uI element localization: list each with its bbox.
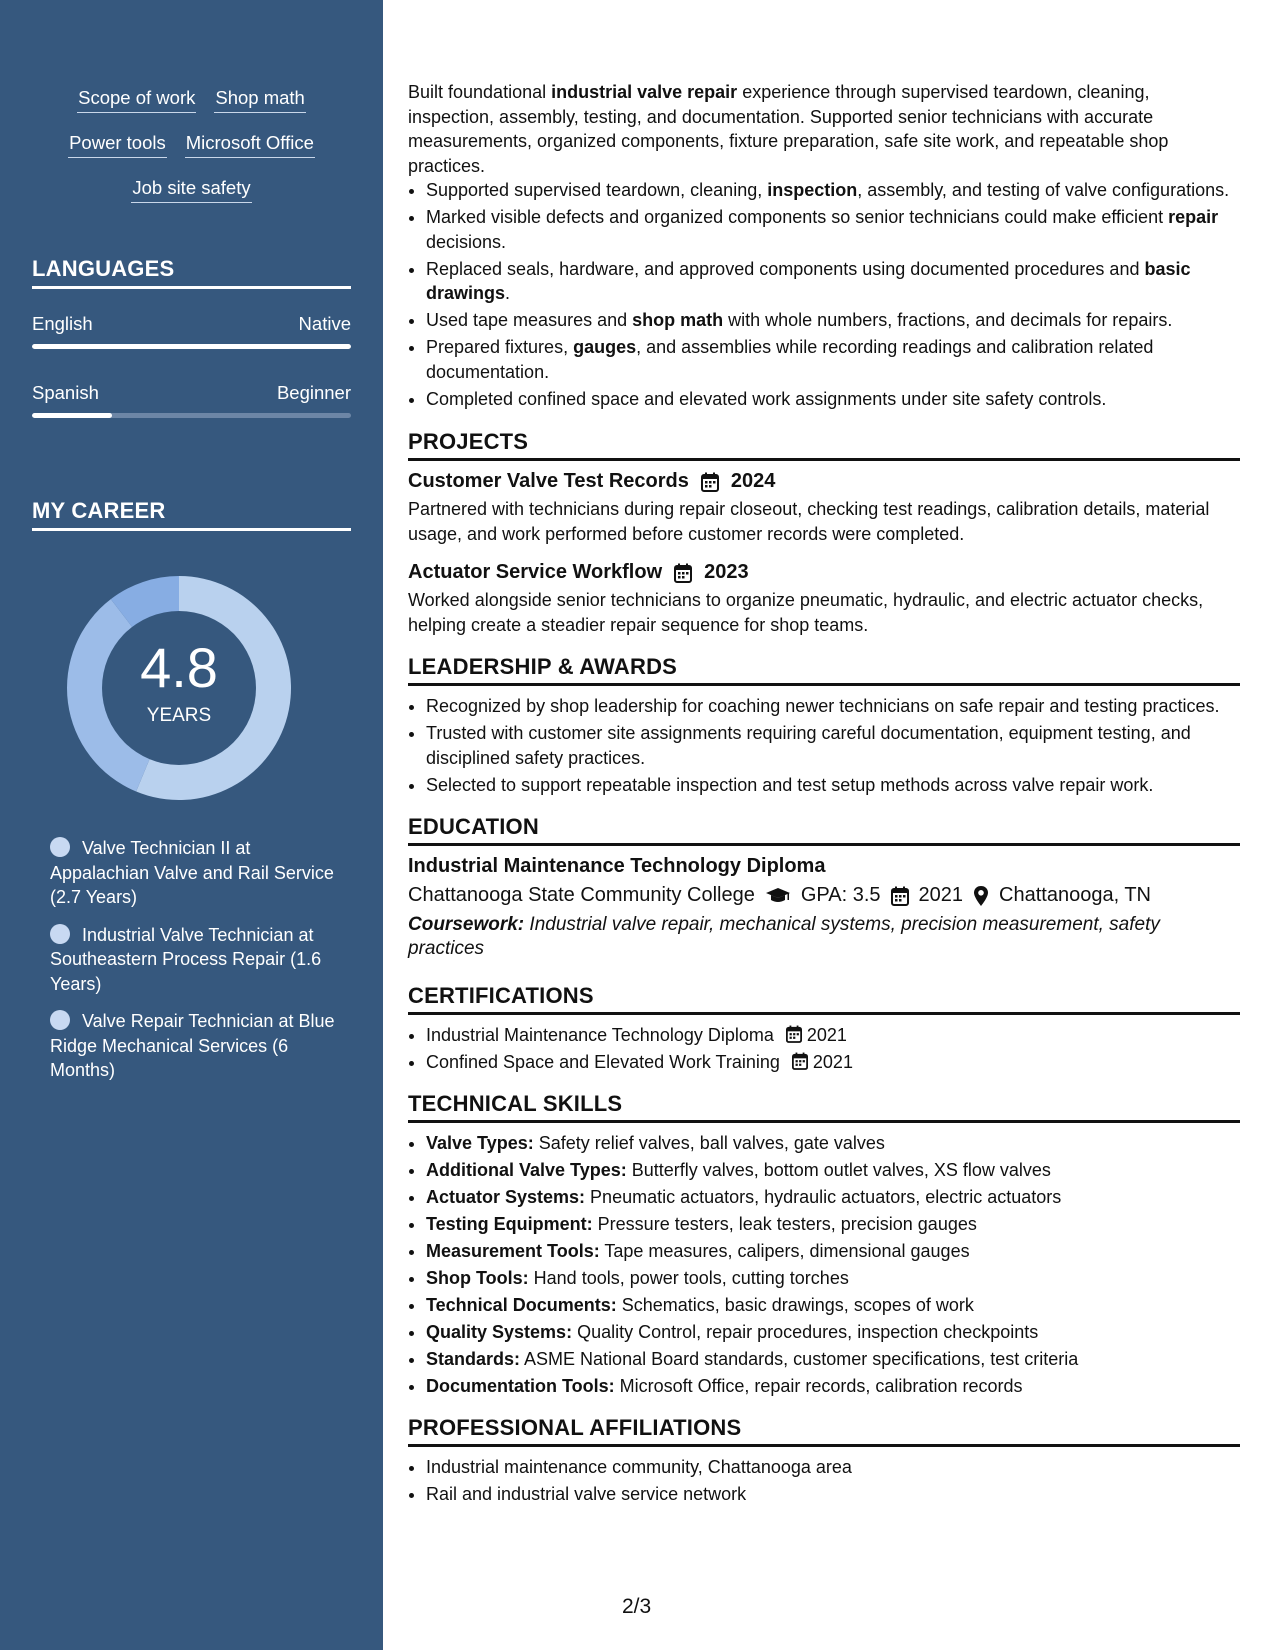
project-item	[408, 470, 1240, 546]
affiliation-item: • Industrial maintenance community, Chattanooga area	[426, 1455, 1240, 1480]
language-bar-fill	[32, 413, 112, 418]
technical-skill-item: • Actuator Systems: Pneumatic actuators, hydraulic actuators, electric actuators	[426, 1185, 1240, 1210]
sidebar	[0, 0, 383, 1650]
calendar-icon	[674, 563, 692, 583]
career-total-value: 4.8	[140, 636, 218, 699]
project-item	[408, 561, 1240, 637]
language-name: English	[32, 313, 93, 334]
page-number: 2/3	[622, 1595, 652, 1618]
certification-item	[426, 1050, 1240, 1075]
certification-year: 2021	[812, 1052, 853, 1072]
language-bar-fill	[32, 344, 351, 349]
calendar-icon	[891, 886, 909, 906]
affiliations-heading: PROFESSIONAL AFFILIATIONS	[408, 1415, 1240, 1447]
technical-skill-item: • Quality Systems: Quality Control, repair procedures, inspection checkpoints	[426, 1320, 1240, 1345]
career-item	[50, 923, 350, 997]
technical-skill-item: • Measurement Tools: Tape measures, calipers, dimensional gauges	[426, 1239, 1240, 1264]
education-school: Chattanooga State Community College	[408, 884, 755, 906]
language-english	[32, 313, 351, 349]
calendar-icon	[701, 472, 719, 492]
leadership-item: • Trusted with customer site assignments requiring careful documentation, equipment testing, and disciplined safety practices.	[426, 721, 1240, 770]
experience-bullet: • Replaced seals, hardware, and approved components using documented procedures and basic drawings.	[426, 257, 1240, 306]
project-description: Partnered with technicians during repair closeout, checking test readings, calibration details, material usage, and work performed before customer records were completed.	[408, 499, 1210, 544]
language-bar	[32, 413, 351, 418]
skill-tag-job-site-safety[interactable]: Job site safety	[131, 176, 251, 203]
skill-tag-power-tools[interactable]: Power tools	[68, 131, 167, 158]
skill-row	[0, 131, 383, 176]
education-heading: EDUCATION	[408, 814, 1240, 846]
experience-bullet: • Prepared fixtures, gauges, and assemblies while recording readings and calibration related documentation.	[426, 335, 1240, 384]
certification-item	[426, 1023, 1240, 1048]
project-title: Actuator Service Workflow	[408, 561, 663, 583]
projects-heading: PROJECTS	[408, 429, 1240, 461]
language-level: Beginner	[276, 382, 351, 403]
project-title: Customer Valve Test Records	[408, 470, 689, 492]
career-item-text: Industrial Valve Technician at Southeastern Process Repair (1.6 Years)	[50, 924, 322, 994]
education-degree: Industrial Maintenance Technology Diploma	[408, 855, 826, 877]
experience-bullet: • Completed confined space and elevated work assignments under site safety controls.	[426, 387, 1240, 412]
project-year: 2024	[730, 470, 776, 492]
technical-skills-list	[408, 1131, 1240, 1399]
project-description: Worked alongside senior technicians to organize pneumatic, hydraulic, and electric actuator checks, helping create a steadier repair sequence for shop teams.	[408, 590, 1204, 635]
main-content	[408, 80, 1240, 1509]
technical-skill-item: • Valve Types: Safety relief valves, ball valves, gate valves	[426, 1131, 1240, 1156]
skill-tag-scope-of-work[interactable]: Scope of work	[77, 86, 196, 113]
certification-name: Confined Space and Elevated Work Training	[426, 1052, 780, 1072]
technical-skill-item: • Documentation Tools: Microsoft Office, repair records, calibration records	[426, 1374, 1240, 1399]
experience-bullet: • Used tape measures and shop math with whole numbers, fractions, and decimals for repairs.	[426, 308, 1240, 333]
career-item	[50, 836, 350, 910]
coursework-text: Industrial valve repair, mechanical systems, precision measurement, safety practices	[408, 914, 1160, 959]
certifications-list	[408, 1023, 1240, 1075]
languages-heading: LANGUAGES	[32, 256, 351, 289]
career-item	[50, 1009, 350, 1083]
career-list	[50, 836, 350, 1096]
experience-bullets	[408, 178, 1240, 411]
language-level: Native	[298, 313, 351, 334]
career-total-unit: YEARS	[146, 705, 212, 726]
technical-skills-heading: TECHNICAL SKILLS	[408, 1091, 1240, 1123]
leadership-item: • Selected to support repeatable inspection and test setup methods across valve repair work.	[426, 773, 1240, 798]
career-item-text: Valve Technician II at Appalachian Valve and Rail Service (2.7 Years)	[50, 838, 334, 907]
technical-skill-item: • Testing Equipment: Pressure testers, leak testers, precision gauges	[426, 1212, 1240, 1237]
technical-skill-item: • Additional Valve Types: Butterfly valves, bottom outlet valves, XS flow valves	[426, 1158, 1240, 1183]
experience-bullet: • Supported supervised teardown, cleaning, inspection, assembly, and testing of valve configurations.	[426, 178, 1240, 203]
career-dot-icon	[50, 837, 70, 857]
skill-tag-shop-math[interactable]: Shop math	[214, 86, 305, 113]
education-gpa: GPA: 3.5	[800, 884, 881, 906]
education-year: 2021	[918, 884, 964, 906]
project-year: 2023	[704, 561, 749, 583]
leadership-item: • Recognized by shop leadership for coaching newer technicians on safe repair and testing practices.	[426, 694, 1240, 719]
technical-skill-item: • Shop Tools: Hand tools, power tools, cutting torches	[426, 1266, 1240, 1291]
calendar-icon	[792, 1052, 808, 1070]
certification-name: Industrial Maintenance Technology Diploma	[426, 1025, 774, 1045]
coursework-label: Coursework:	[408, 914, 525, 935]
calendar-icon	[786, 1025, 802, 1043]
graduation-cap-icon	[765, 887, 791, 905]
career-item-text: Valve Repair Technician at Blue Ridge Mechanical Services (6 Months)	[50, 1011, 335, 1080]
education-coursework	[408, 913, 1240, 961]
skill-tags	[0, 86, 383, 221]
career-heading: MY CAREER	[32, 498, 351, 531]
education-location: Chattanooga, TN	[999, 884, 1151, 906]
education-details	[408, 884, 1240, 907]
location-pin-icon	[973, 885, 989, 907]
affiliations-list	[408, 1455, 1240, 1507]
experience-summary: Built foundational industrial valve repair experience through supervised teardown, cleaning, inspection, assembly, testing, and documentation. Supported senior technicians with accurate measurements, organized components, fixture preparation, safe site work, and repeatable shop practices.	[408, 82, 1169, 176]
experience-bullet: • Marked visible defects and organized components so senior technicians could make efficient repair decisions.	[426, 205, 1240, 254]
leadership-list	[408, 694, 1240, 797]
certification-year: 2021	[806, 1025, 847, 1045]
technical-skill-item: • Technical Documents: Schematics, basic drawings, scopes of work	[426, 1293, 1240, 1318]
skill-row	[0, 176, 383, 221]
certifications-heading: CERTIFICATIONS	[408, 983, 1240, 1015]
language-name: Spanish	[32, 382, 99, 403]
leadership-heading: LEADERSHIP & AWARDS	[408, 654, 1240, 686]
language-spanish	[32, 382, 351, 418]
language-bar	[32, 344, 351, 349]
skill-tag-microsoft-office[interactable]: Microsoft Office	[185, 131, 315, 158]
affiliation-item: • Rail and industrial valve service network	[426, 1482, 1240, 1507]
career-dot-icon	[50, 1010, 70, 1030]
career-dot-icon	[50, 924, 70, 944]
career-donut-chart	[67, 576, 291, 800]
technical-skill-item: • Standards: ASME National Board standards, customer specifications, test criteria	[426, 1347, 1240, 1372]
skill-row	[0, 86, 383, 131]
